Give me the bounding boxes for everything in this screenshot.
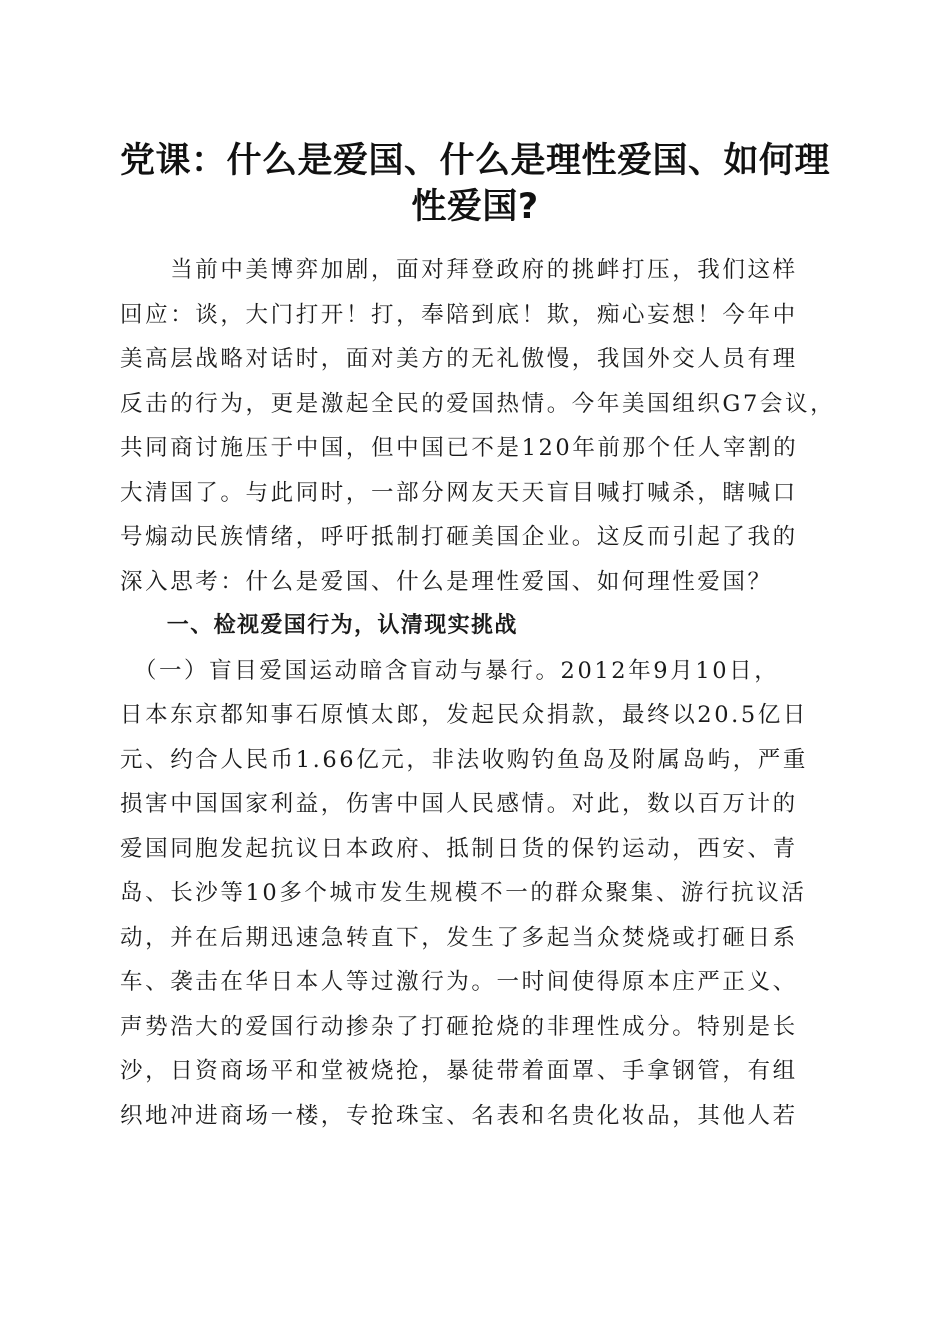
- title-line: 性爱国?: [411, 187, 539, 227]
- body-line: 日本东京都知事石原慎太郎，发起民众捐款，最终以20.5亿日: [120, 702, 808, 728]
- body-line: 车、袭击在华日本人等过激行为。一时间使得原本庄严正义、: [120, 969, 798, 995]
- document-title: [100, 138, 850, 230]
- body-line: 元、约合人民币1.66亿元，非法收购钓鱼岛及附属岛屿，严重: [120, 746, 808, 773]
- body-line: 反击的行为，更是激起全民的爱国热情。今年美国组织G7会议，: [120, 390, 836, 417]
- body-line: 深入思考：什么是爱国、什么是理性爱国、如何理性爱国？: [120, 568, 773, 595]
- body-line: （一）盲目爱国运动暗含盲动与暴行。2012年9月10日，: [120, 657, 780, 684]
- title-line: 党课：什么是爱国、什么是理性爱国、如何理: [119, 141, 830, 181]
- body-line: 当前中美博弈加剧，面对拜登政府的挑衅打压，我们这样: [120, 257, 798, 283]
- body-line: 号煽动民族情绪，呼吁抵制打砸美国企业。这反而引起了我的: [120, 524, 798, 550]
- body-line: 动，并在后期迅速急转直下，发生了多起当众焚烧或打砸日系: [120, 924, 798, 951]
- document-body: [120, 248, 840, 1138]
- body-line: 声势浩大的爱国行动掺杂了打砸抢烧的非理性成分。特别是长: [120, 1013, 798, 1040]
- body-line: 爱国同胞发起抗议日本政府、抵制日货的保钓运动，西安、青: [120, 835, 798, 862]
- body-line: 损害中国国家利益，伤害中国人民感情。对此，数以百万计的: [120, 791, 798, 817]
- section-heading: 一、检视爱国行为，认清现实挑战: [120, 613, 518, 638]
- body-line: 回应：谈，大门打开！打，奉陪到底！欺，痴心妄想！今年中: [120, 301, 798, 328]
- body-line: 沙，日资商场平和堂被烧抢，暴徒带着面罩、手拿钢管，有组: [120, 1058, 798, 1084]
- body-line: 美高层战略对话时，面对美方的无礼傲慢，我国外交人员有理: [120, 346, 798, 372]
- body-line: 大清国了。与此同时，一部分网友天天盲目喊打喊杀，瞎喊口: [120, 479, 798, 506]
- body-line: 织地冲进商场一楼，专抢珠宝、名表和名贵化妆品，其他人若: [120, 1102, 798, 1129]
- body-line: 共同商讨施压于中国，但中国已不是120年前那个任人宰割的: [120, 435, 799, 461]
- body-line: 岛、长沙等10多个城市发生规模不一的群众聚集、游行抗议活: [120, 880, 807, 906]
